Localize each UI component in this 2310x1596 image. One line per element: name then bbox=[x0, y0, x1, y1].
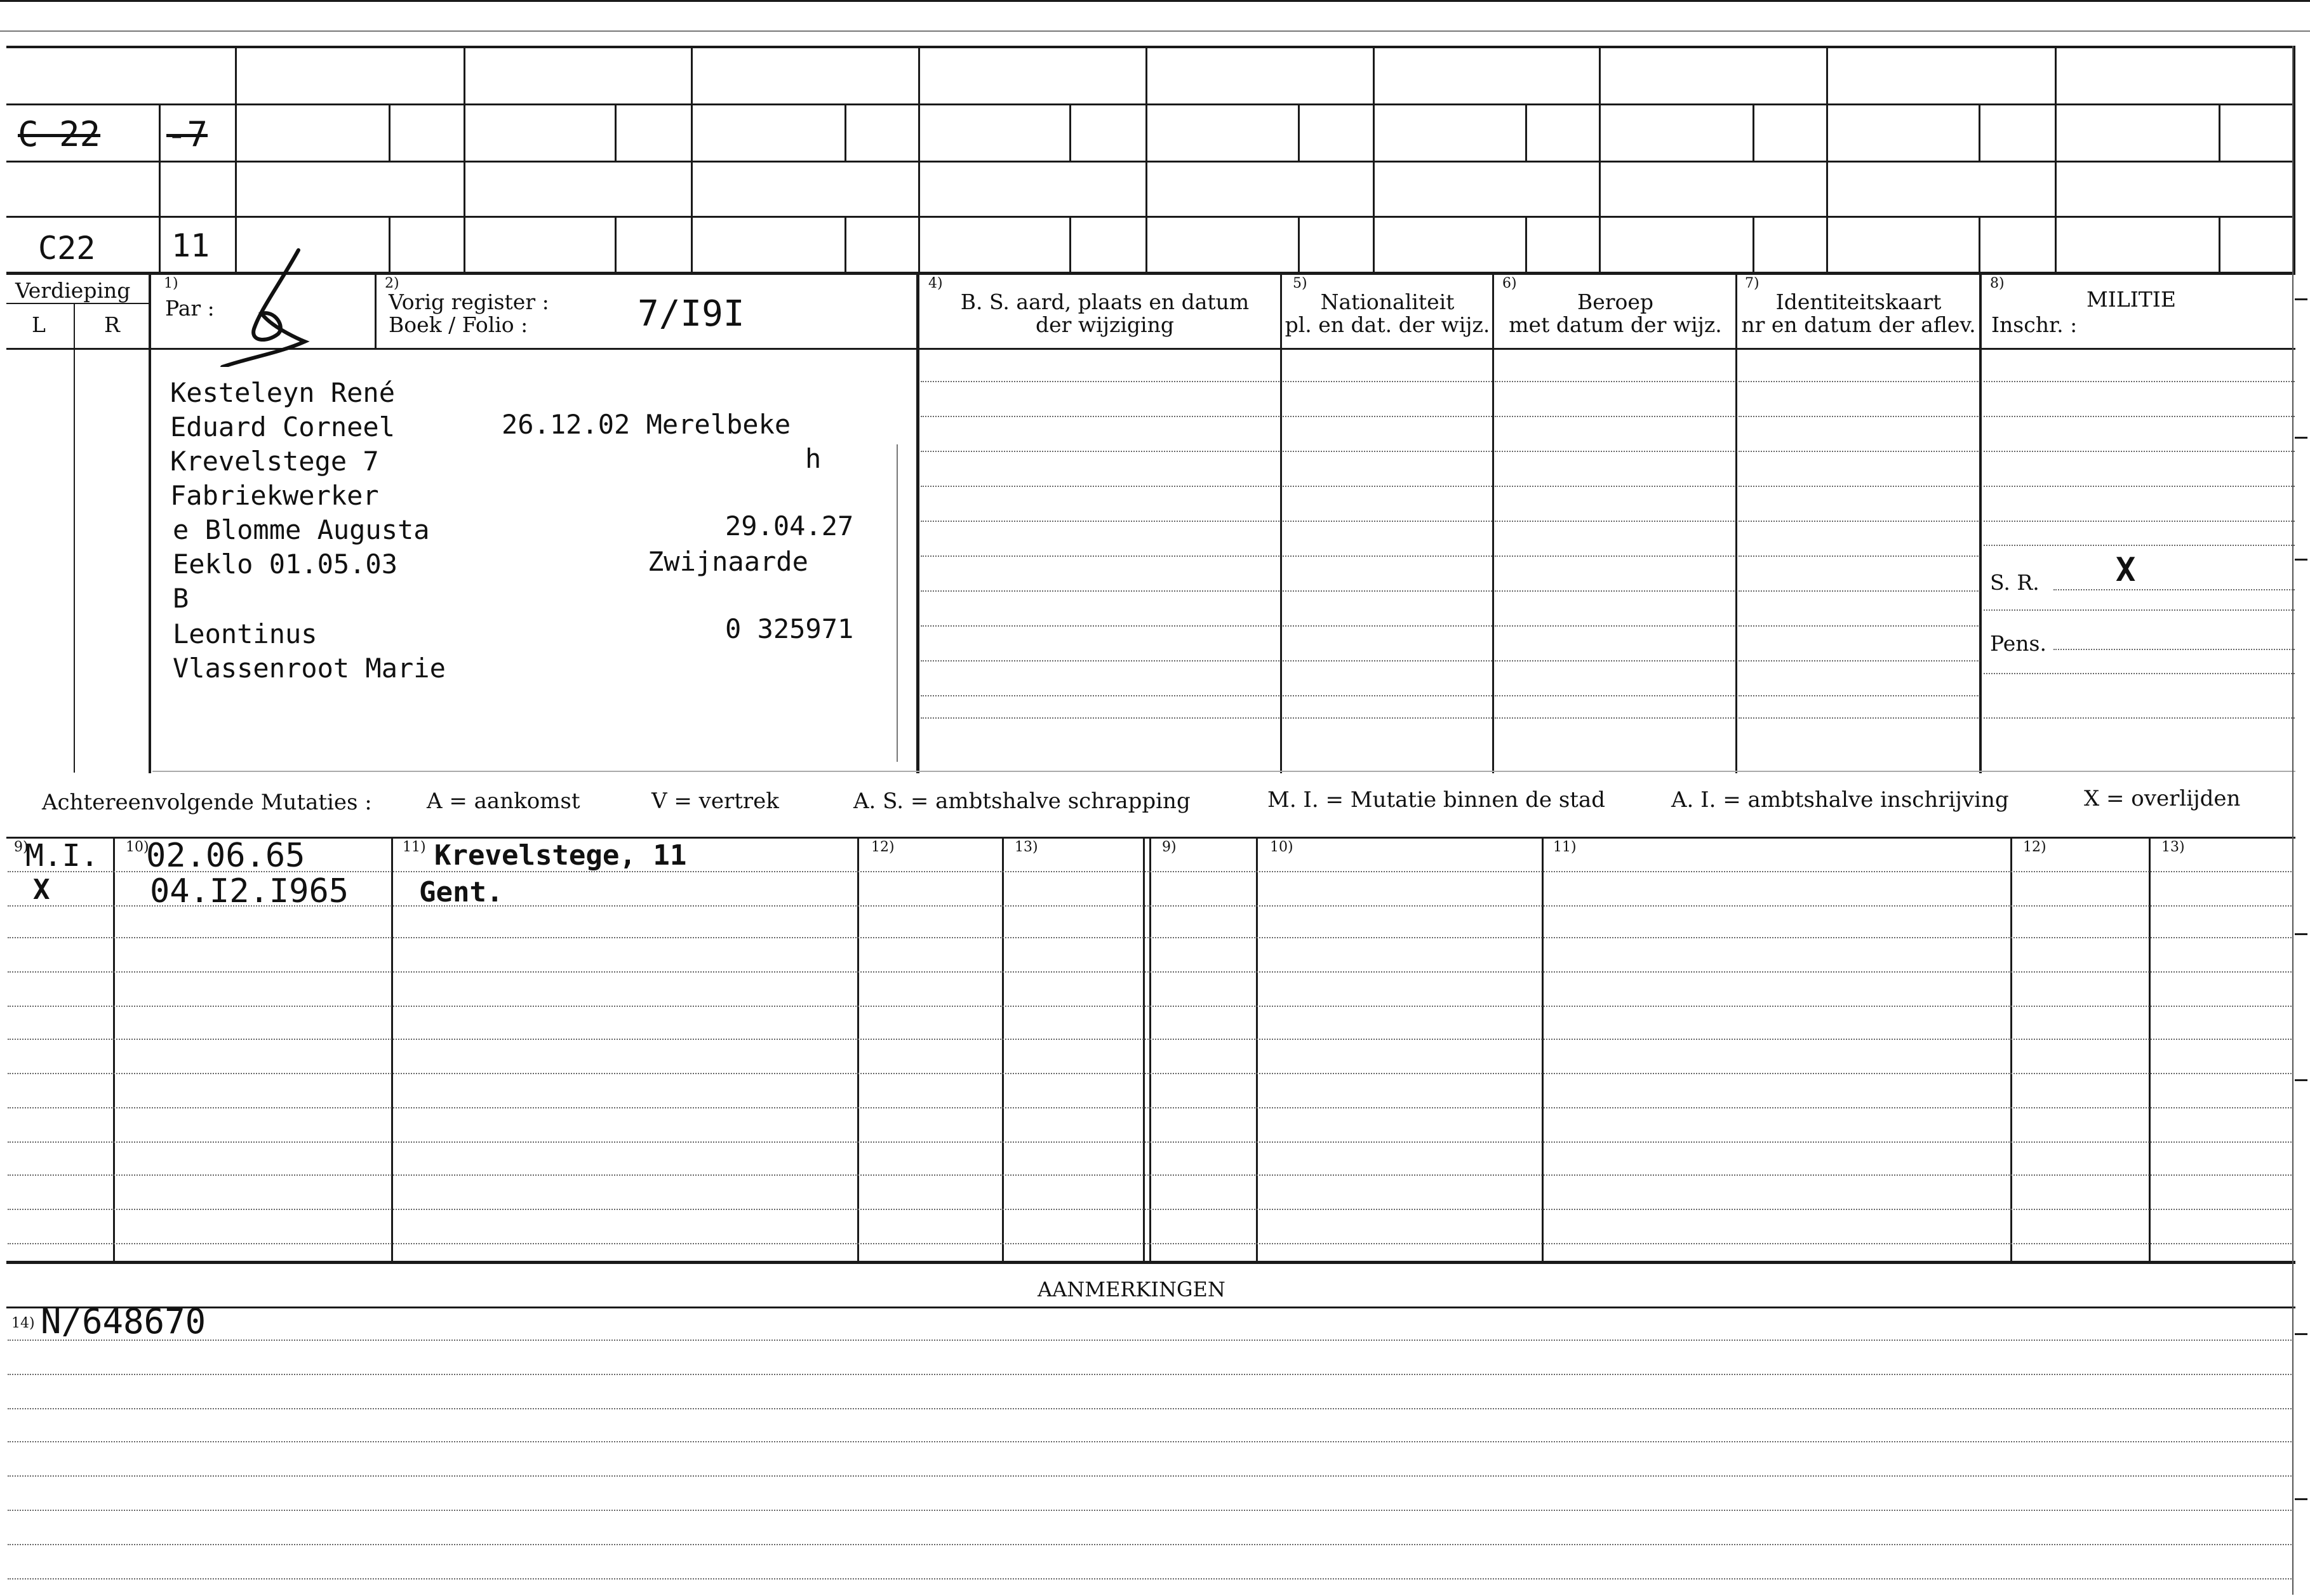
pens-label: Pens. bbox=[1990, 631, 2046, 656]
nationaliteit-label: Nationaliteit bbox=[1320, 289, 1455, 314]
boek-folio-label: Boek / Folio : bbox=[389, 312, 528, 337]
legend-mi: M. I. = Mutatie binnen de stad bbox=[1267, 787, 1605, 813]
person-birth: 26.12.02 Merelbeke bbox=[502, 409, 791, 440]
remarks-title: AANMERKINGEN bbox=[1038, 1277, 1225, 1301]
person-number: 0 325971 bbox=[725, 613, 854, 644]
identiteitskaart-sub-label: nr en datum der aflev. bbox=[1741, 312, 1976, 337]
sr-value: X bbox=[2116, 551, 2136, 589]
bs-label-1: B. S. aard, plaats en datum bbox=[960, 289, 1250, 314]
code-new-number: 11 bbox=[171, 227, 210, 264]
mut-col10b-sup: 10) bbox=[1270, 839, 1293, 855]
mutation-row-2-type: X bbox=[33, 874, 50, 906]
code-old-number: -7 bbox=[166, 114, 208, 154]
legend-as: A. S. = ambtshalve schrapping bbox=[853, 788, 1191, 814]
bs-sup: 4) bbox=[928, 276, 943, 291]
sr-label: S. R. bbox=[1990, 570, 2040, 595]
mutation-row-2-date: 04.I2.I965 bbox=[150, 872, 349, 910]
code-old: C 22 bbox=[18, 114, 101, 154]
mut-col11b-sup: 11) bbox=[1553, 839, 1577, 855]
mutation-row-2-place: Gent. bbox=[419, 876, 504, 908]
mut-col10-sup: 10) bbox=[126, 839, 149, 855]
militie-sup: 8) bbox=[1990, 276, 2005, 291]
legend-ai: A. I. = ambtshalve inschrijving bbox=[1671, 787, 2009, 813]
beroep-sub-label: met datum der wijz. bbox=[1509, 312, 1722, 337]
mut-col12-sup: 12) bbox=[871, 839, 895, 855]
person-spouse: e Blomme Augusta bbox=[173, 514, 430, 545]
mut-col9-sup: 9) bbox=[14, 839, 29, 855]
inschr-label: Inschr. : bbox=[1991, 312, 2078, 337]
person-job: Fabriekwerker bbox=[170, 480, 379, 511]
beroep-sup: 6) bbox=[1502, 276, 1517, 291]
mut-col9b-sup: 9) bbox=[1162, 839, 1177, 855]
person-b: B bbox=[173, 583, 189, 614]
remarks-sup: 14) bbox=[11, 1315, 35, 1331]
bs-label-2: der wijziging bbox=[1036, 312, 1174, 337]
par-label: Par : bbox=[165, 296, 215, 321]
par-sup: 1) bbox=[164, 276, 178, 291]
person-first-names: Eduard Corneel bbox=[170, 411, 396, 442]
person-spouse-date: 29.04.27 bbox=[725, 510, 854, 542]
signature-mark-icon bbox=[203, 246, 317, 367]
legend-v: V = vertrek bbox=[651, 788, 779, 814]
nat-sup: 5) bbox=[1293, 276, 1307, 291]
beroep-label: Beroep bbox=[1577, 289, 1654, 314]
militie-label: MILITIE bbox=[2086, 287, 2176, 312]
id-sup: 7) bbox=[1745, 276, 1759, 291]
legend-x: X = overlijden bbox=[2084, 786, 2241, 811]
nationaliteit-sub-label: pl. en dat. der wijz. bbox=[1285, 312, 1490, 337]
person-name: Kesteleyn René bbox=[170, 377, 396, 408]
mutations-legend-title: Achtereenvolgende Mutaties : bbox=[42, 790, 372, 815]
person-h: h bbox=[805, 443, 822, 474]
code-new: C22 bbox=[38, 230, 96, 267]
person-address: Krevelstege 7 bbox=[170, 446, 379, 477]
mutation-row-1-date: 02.06.65 bbox=[146, 837, 305, 875]
mutation-row-1-place: Krevelstege, 11 bbox=[434, 839, 687, 872]
mutation-row-1-type: M.I. bbox=[25, 838, 99, 874]
mut-col11-sup: 11) bbox=[403, 839, 426, 855]
mut-col12b-sup: 12) bbox=[2023, 839, 2046, 855]
vorig-register-label: Vorig register : bbox=[389, 289, 549, 314]
right-label: R bbox=[104, 312, 120, 337]
person-mother: Vlassenroot Marie bbox=[173, 653, 446, 684]
remarks-value: N/648670 bbox=[41, 1301, 206, 1341]
person-father: Leontinus bbox=[173, 618, 317, 649]
boek-folio-value: 7/I9I bbox=[638, 293, 745, 335]
mut-col13-sup: 13) bbox=[1015, 839, 1038, 855]
vorig-sup: 2) bbox=[385, 276, 399, 291]
identiteitskaart-label: Identiteitskaart bbox=[1775, 289, 1942, 314]
person-spouse-place: Zwijnaarde bbox=[648, 546, 808, 577]
mut-col13b-sup: 13) bbox=[2161, 839, 2185, 855]
verdieping-label: Verdieping bbox=[15, 278, 131, 303]
left-label: L bbox=[32, 312, 46, 337]
legend-a: A = aankomst bbox=[427, 788, 580, 814]
person-spouse-birth: Eeklo 01.05.03 bbox=[173, 549, 398, 580]
